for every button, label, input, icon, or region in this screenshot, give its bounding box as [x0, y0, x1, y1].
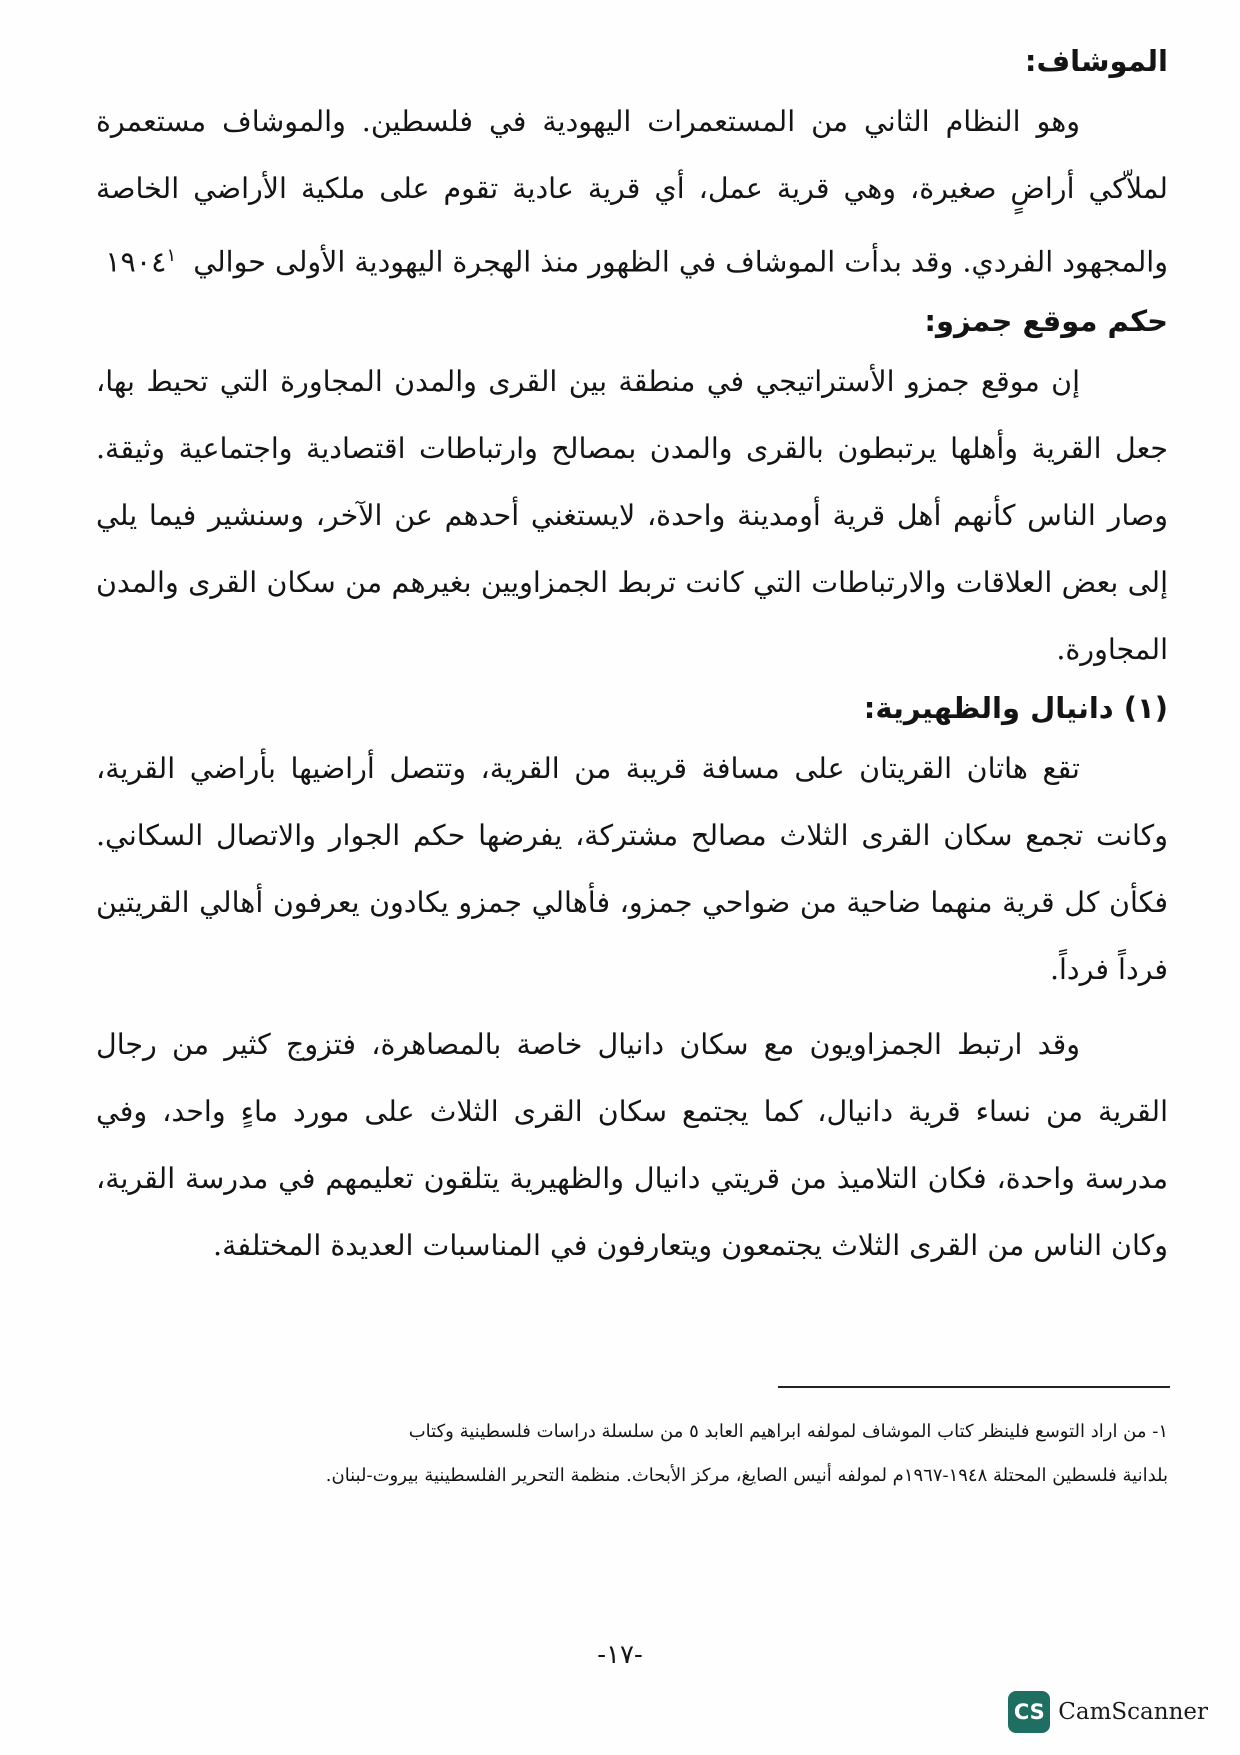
- paragraph-text: وهو النظام الثاني من المستعمرات اليهودية في فلسطين. والموشاف مستعمرة لملاّكي أراضٍ صغيرة، وهي قرية عمل، أي قرية عادية تقوم على ملكية الأراضي الخاصة والمجهود الفردي. وقد بدأت الموشاف في الظهور منذ الهجرة اليهودية الأولى حوالي ١٩٠٤: [96, 105, 1168, 279]
- section-danial-dhahiriya: [96, 687, 1168, 1279]
- page-number: -١٧-: [597, 1640, 643, 1670]
- section-heading: حكم موقع جمزو:: [924, 303, 1168, 338]
- footnote-reference: ١: [166, 245, 177, 266]
- camscanner-logo-icon: CS: [1008, 1691, 1050, 1733]
- footnote-line: بلدانية فلسطين المحتلة ١٩٤٨-١٩٦٧م لمولفه أنيس الصايغ، مركز الأبحاث. منظمة التحرير الفلسطينية بيروت-لبنان.: [325, 1465, 1168, 1486]
- body-text: [96, 36, 1168, 1281]
- camscanner-watermark: [1008, 1691, 1208, 1733]
- paragraph: تقع هاتان القريتان على مسافة قريبة من القرية، وتتصل أراضيها بأراضي القرية، وكانت تجمع سكان القرى الثلاث مصالح مشتركة، يفرضها حكم الجوار والاتصال السكاني. فكأن كل قرية منهما ضاحية من ضواحي جمزو، فأهالي جمزو يكادون يعرفون أهالي القريتين فرداً فرداً.: [96, 751, 1168, 986]
- section-moshav: [96, 40, 1168, 296]
- paragraph: إن موقع جمزو الأستراتيجي في منطقة بين القرى والمدن المجاورة التي تحيط بها، جعل القرية وأهلها يرتبطون بالقرى والمدن بمصالح وارتباطات اقتصادية واجتماعية وثيقة. وصار الناس كأنهم أهل قرية أومدينة واحدة، لايستغني أحدهم عن الآخر، وسنشير فيما يلي إلى بعض العلاقات والارتباطات التي كانت تربط الجمزاويين بغيرهم من سكان القرى والمدن المجاورة.: [96, 364, 1168, 666]
- footnote-divider: [778, 1386, 1170, 1388]
- paragraph: وقد ارتبط الجمزاويون مع سكان دانيال خاصة بالمصاهرة، فتزوج كثير من رجال القرية من نساء قرية دانيال، كما يجتمع سكان القرى الثلاث على مورد ماءٍ واحد، وفي مدرسة واحدة، فكان التلاميذ من قريتي دانيال والظهيرية يتلقون تعليمهم في مدرسة القرية، وكان الناس من القرى الثلاث يجتمعون ويتعارفون في المناسبات العديدة المختلفة.: [96, 1027, 1168, 1262]
- footnote-line: ١- من اراد التوسع فلينظر كتاب الموشاف لمولفه ابراهيم العابد ٥ من سلسلة دراسات فلسطينية وكتاب: [408, 1421, 1168, 1442]
- section-heading: الموشاف:: [1024, 44, 1168, 78]
- paragraph: [96, 88, 1168, 296]
- camscanner-label: CamScanner: [1058, 1699, 1208, 1725]
- footnotes: [96, 1410, 1168, 1498]
- section-heading: (١) دانيال والظهيرية:: [863, 690, 1168, 725]
- section-jimzu-location: [96, 300, 1168, 683]
